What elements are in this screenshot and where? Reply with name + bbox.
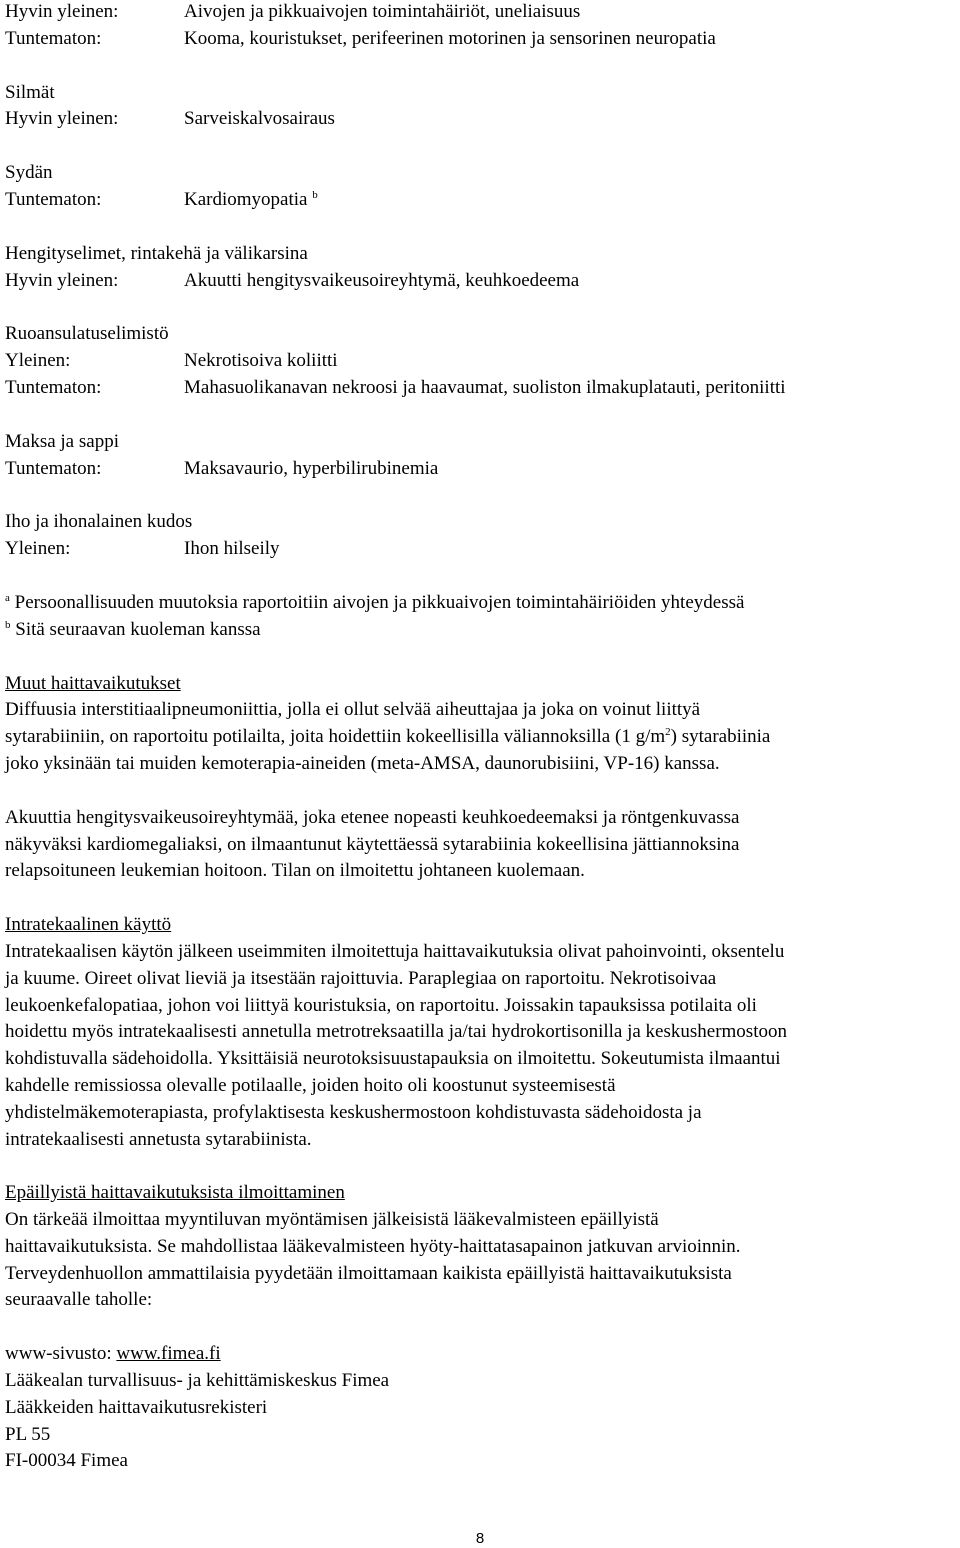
nervous-system-rows: [5, 0, 957, 53]
section-respiratory: [5, 241, 957, 295]
adverse-effect-value: Maksavaurio, hyperbilirubinemia: [184, 457, 439, 479]
section-title: Hengityselimet, rintakehä ja välikarsina: [5, 242, 308, 264]
footnote-text: Sitä seuraavan kuoleman kanssa: [15, 618, 261, 640]
frequency-label: Hyvin yleinen:: [5, 1, 119, 22]
frequency-label: Hyvin yleinen:: [5, 108, 119, 130]
website-label: www-sivusto:: [5, 1343, 117, 1365]
paragraph-line: leukoenkefalopatiaa, johon voi liittyä kouristuksia, on raportoitu. Joissakin tapauksissa potilaita oli: [5, 994, 757, 1016]
section-eyes: [5, 80, 957, 134]
frequency-label: Tuntematon:: [5, 376, 102, 398]
paragraph-line: relapsoituneen leukemian hoitoon. Tilan on ilmoitettu johtaneen kuolemaan.: [5, 860, 585, 882]
section-other-adverse-effects: [5, 671, 957, 778]
adverse-effect-value: Aivojen ja pikkuaivojen toimintahäiriöt, uneliaisuus: [184, 1, 581, 22]
adverse-effect-value: Sarveiskalvosairaus: [184, 108, 335, 130]
adverse-effect-value: [184, 187, 957, 214]
section-reporting: [5, 1180, 957, 1314]
website-link[interactable]: www.fimea.fi: [116, 1343, 221, 1365]
page-number: 8: [475, 1530, 485, 1547]
section-heading: Epäillyistä haittavaikutuksista ilmoittaminen: [5, 1182, 345, 1204]
footnote-marker: b: [5, 618, 11, 631]
section-title: Silmät: [5, 81, 55, 103]
frequency-label: Tuntematon:: [5, 188, 102, 210]
footnotes: [5, 590, 957, 644]
paragraph-line: ja kuume. Oireet olivat lieviä ja itsestään rajoittuvia. Paraplegiaa on raportoitu. Nekrotisoivaa: [5, 967, 717, 989]
paragraph-line: Terveydenhuollon ammattilaisia pyydetään ilmoittamaan kaikista epäillyistä haittavaikutuksista: [5, 1262, 732, 1284]
contact-info: [5, 1341, 957, 1475]
footnote: [5, 617, 957, 644]
paragraph-line: joko yksinään tai muiden kemoterapia-aineiden (meta-AMSA, daunorubisiini, VP-16) kanssa.: [5, 752, 720, 774]
section-gastrointestinal: [5, 321, 957, 401]
table-row: [5, 268, 957, 295]
document-page: [5, 0, 957, 1475]
table-row: [5, 375, 957, 402]
adverse-effect-value: Mahasuolikanavan nekroosi ja haavaumat, suoliston ilmakuplatauti, peritoniitti: [184, 376, 786, 398]
table-row: [5, 348, 957, 375]
section-liver: [5, 429, 957, 483]
paragraph-line: intratekaalisesti annetusta sytarabiinista.: [5, 1128, 312, 1150]
superscript: 2: [665, 726, 671, 739]
paragraph-line: haittavaikutuksista. Se mahdollistaa lääkevalmisteen hyöty-haittatasapainon jatkuvan arvioinnin.: [5, 1235, 741, 1257]
adverse-effect-value: Ihon hilseily: [184, 538, 280, 560]
table-row: [5, 0, 957, 26]
paragraph-line: Diffuusia interstitiaalipneumoniittia, jolla ei ollut selvää aiheuttajaa ja joka on voinut liittyä: [5, 699, 701, 721]
table-row: [5, 26, 957, 53]
paragraph-line: yhdistelmäkemoterapiasta, profylaktisesta keskushermostoon kohdistuvasta sädehoidosta ja: [5, 1101, 702, 1123]
section-title: Iho ja ihonalainen kudos: [5, 511, 193, 533]
section-title: Sydän: [5, 162, 53, 184]
paragraph-line: [5, 724, 957, 751]
paragraph-line: hoidettu myös intratekaalisesti annetulla metrotreksaatilla ja/tai hydrokortisonilla ja keskushermostoon: [5, 1021, 787, 1043]
address-line: PL 55: [5, 1423, 51, 1445]
address-line: Lääkkeiden haittavaikutusrekisteri: [5, 1396, 268, 1418]
frequency-label: Yleinen:: [5, 350, 71, 372]
frequency-label: Hyvin yleinen:: [5, 269, 119, 291]
section-heading: Intratekaalinen käyttö: [5, 914, 172, 936]
footnote-text: Persoonallisuuden muutoksia raportoitiin aivojen ja pikkuaivojen toimintahäiriöiden yhteydessä: [14, 591, 745, 613]
paragraph-line: On tärkeää ilmoittaa myyntiluvan myöntämisen jälkeisistä lääkevalmisteen epäillyistä: [5, 1209, 659, 1231]
paragraph-line: kohdistuvalla sädehoidolla. Yksittäisiä neurotoksisuustapauksia on ilmoitettu. Sokeutumista ilmaantui: [5, 1048, 781, 1070]
table-row: [5, 536, 957, 563]
effect-text: Kardiomyopatia: [184, 188, 308, 210]
paragraph-line: näkyväksi kardiomegaliaksi, on ilmaantunut käytettäessä sytarabiinia kokeellisina jättiannoksina: [5, 833, 740, 855]
address-line: Lääkealan turvallisuus- ja kehittämiskeskus Fimea: [5, 1370, 390, 1392]
paragraph-line: Akuuttia hengitysvaikeusoireyhtymää, joka etenee nopeasti keuhkoedeemaksi ja röntgenkuvassa: [5, 806, 740, 828]
table-row: [5, 456, 957, 483]
section-heart: [5, 160, 957, 214]
table-row: [5, 106, 957, 133]
footnote-marker: a: [5, 591, 10, 604]
paragraph-line: kahdelle remissiossa olevalle potilaalle, joiden hoito oli koostunut systeemisestä: [5, 1074, 616, 1096]
footnote: [5, 590, 957, 617]
adverse-effect-value: Kooma, kouristukset, perifeerinen motorinen ja sensorinen neuropatia: [184, 27, 716, 49]
paragraph-ards: [5, 805, 957, 885]
frequency-label: Tuntematon:: [5, 27, 102, 49]
table-row: [5, 187, 957, 214]
address-line: FI-00034 Fimea: [5, 1450, 128, 1472]
section-title: Ruoansulatuselimistö: [5, 323, 169, 345]
adverse-effect-value: Akuutti hengitysvaikeusoireyhtymä, keuhkoedeema: [184, 269, 580, 291]
adverse-effect-value: Nekrotisoiva koliitti: [184, 350, 338, 372]
section-title: Maksa ja sappi: [5, 430, 119, 452]
paragraph-line: Intratekaalisen käytön jälkeen useimmiten ilmoitettuja haittavaikutuksia olivat pahoinvointi, oksentelu: [5, 940, 785, 962]
website-line: [5, 1341, 957, 1368]
frequency-label: Tuntematon:: [5, 457, 102, 479]
section-skin: [5, 509, 957, 563]
paragraph-line: seuraavalle taholle:: [5, 1289, 153, 1311]
frequency-label: Yleinen:: [5, 538, 71, 560]
footnote-marker: b: [312, 188, 318, 201]
section-heading: Muut haittavaikutukset: [5, 672, 181, 694]
line-text: sytarabiiniin, on raportoitu potilailta, joita hoidettiin kokeellisilla väliannoksilla (1 g/m: [5, 726, 666, 748]
section-intrathecal-use: [5, 912, 957, 1153]
line-text: ) sytarabiinia: [670, 726, 771, 748]
